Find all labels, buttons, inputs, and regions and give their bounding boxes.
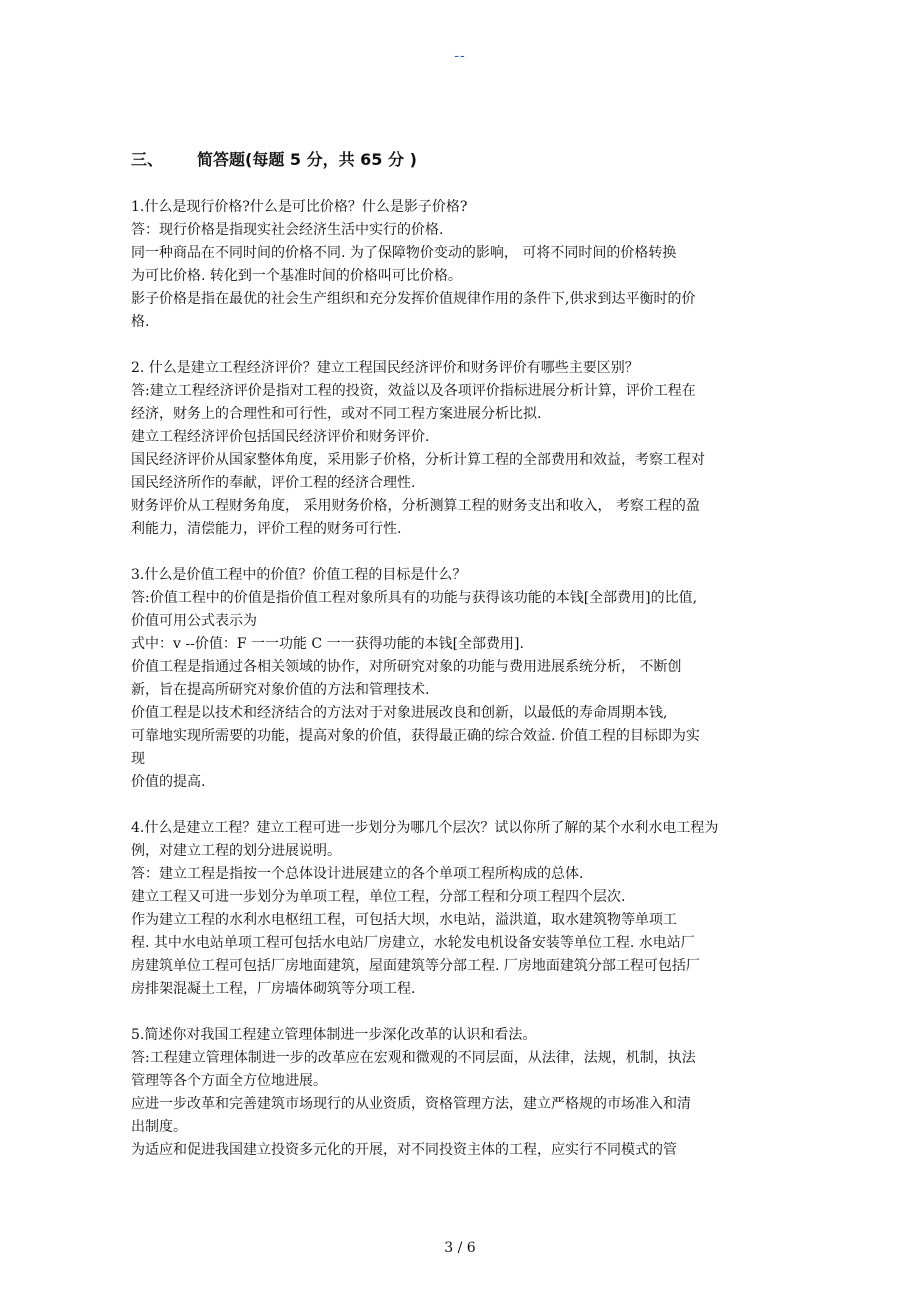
text-line: 价值工程是以技术和经济结合的方法对于对象进展改良和创新，以最低的寿命周期本钱, <box>131 705 668 721</box>
text-line: 答:建立工程经济评价是指对工程的投资，效益以及各项评价指标进展分析计算，评价工程在 <box>131 383 696 399</box>
text-line: 答:价值工程中的价值是指价值工程对象所具有的功能与获得该功能的本钱[全部费用]的比值, <box>131 590 698 606</box>
text-line: 价值的提高. <box>131 774 206 790</box>
text-line: 例，对建立工程的划分进展说明。 <box>131 843 341 859</box>
text-line: 2. 什么是建立工程经济评价？建立工程国民经济评价和财务评价有哪些主要区别？ <box>131 360 639 376</box>
text-line: 影子价格是指在最优的社会生产组织和充分发挥价值规律作用的条件下,供求到达平衡时的价 <box>131 291 696 307</box>
question-block <box>131 1024 821 1162</box>
text-line: 房建筑单位工程可包括厂房地面建筑，屋面建筑等分部工程. 厂房地面建筑分部工程可包括厂 <box>131 958 700 974</box>
text-line: 格. <box>131 314 150 330</box>
text-line: 利能力，清偿能力，评价工程的财务可行性. <box>131 521 402 537</box>
text-line: 式中：v --价值：F 一一功能 C 一一获得功能的本钱[全部费用]. <box>131 636 524 652</box>
text-line: 价值可用公式表示为 <box>131 613 257 629</box>
text-line: 程. 其中水电站单项工程可包括水电站厂房建立，水轮发电机设备安装等单位工程. 水电站厂 <box>131 935 695 951</box>
question-list <box>131 196 821 1162</box>
text-line: 建立工程经济评价包括国民经济评价和财务评价. <box>131 429 430 445</box>
text-line: 国民经济评价从国家整体角度，采用影子价格，分析计算工程的全部费用和效益，考察工程对 <box>131 452 705 468</box>
question-block <box>131 196 821 334</box>
text-line: 现 <box>131 751 145 767</box>
section-number: 三、 <box>131 150 164 169</box>
text-line: 4.什么是建立工程？建立工程可进一步划分为哪几个层次？试以你所了解的某个水利水电工程为 <box>131 820 719 836</box>
text-line: 1.什么是现行价格?什么是可比价格？什么是影子价格? <box>131 199 468 215</box>
text-line: 答:工程建立管理体制进一步的改革应在宏观和微观的不同层面，从法律，法规，机制，执法 <box>131 1050 696 1066</box>
text-line: 答：建立工程是指按一个总体设计进展建立的各个单项工程所构成的总体. <box>131 866 584 882</box>
text-line: 价值工程是指通过各相关领域的协作，对所研究对象的功能与费用进展系统分析， 不断创 <box>131 659 682 675</box>
text-line: 新，旨在提高所研究对象价值的方法和管理技术. <box>131 682 430 698</box>
text-line: 财务评价从工程财务角度， 采用财务价格，分析测算工程的财务支出和收入， 考察工程的盈 <box>131 498 700 514</box>
text-line: 作为建立工程的水利水电枢纽工程，可包括大坝，水电站，溢洪道，取水建筑物等单项工 <box>131 912 677 928</box>
text-line: 为可比价格. 转化到一个基准时间的价格叫可比价格。 <box>131 268 462 284</box>
question-block <box>131 817 821 1001</box>
question-block <box>131 357 821 541</box>
text-line: 房排架混凝土工程，厂房墙体砌筑等分项工程. <box>131 981 416 997</box>
text-line: 为适应和促进我国建立投资多元化的开展，对不同投资主体的工程，应实行不同模式的管 <box>131 1142 677 1158</box>
text-line: 5.简述你对我国工程建立管理体制进一步深化改革的认识和看法。 <box>131 1027 537 1043</box>
page-number: 3 / 6 <box>444 1240 476 1256</box>
text-line: 应进一步改革和完善建筑市场现行的从业资质，资格管理方法，建立严格规的市场准入和清 <box>131 1096 691 1112</box>
question-block <box>131 564 821 794</box>
section-title <box>131 148 821 172</box>
text-line: 管理等各个方面全方位地进展。 <box>131 1073 327 1089</box>
header-mark: -- <box>454 48 466 64</box>
text-line: 建立工程又可进一步划分为单项工程，单位工程，分部工程和分项工程四个层次. <box>131 889 626 905</box>
text-line: 出制度。 <box>131 1119 187 1135</box>
text-line: 同一种商品在不同时间的价格不同. 为了保障物价变动的影响， 可将不同时间的价格转换 <box>131 245 677 261</box>
text-line: 可靠地实现所需要的功能，提高对象的价值，获得最正确的综合效益. 价值工程的目标即为实 <box>131 728 700 744</box>
text-line: 国民经济所作的奉献，评价工程的经济合理性. <box>131 475 416 491</box>
document-body <box>131 148 821 1185</box>
text-line: 3.什么是价值工程中的价值？价值工程的目标是什么？ <box>131 567 467 583</box>
section-heading: 简答题(每题 5 分，共 65 分 ) <box>197 150 417 169</box>
text-line: 经济，财务上的合理性和可行性，或对不同工程方案进展分析比拟. <box>131 406 542 422</box>
text-line: 答：现行价格是指现实社会经济生活中实行的价格. <box>131 222 444 238</box>
